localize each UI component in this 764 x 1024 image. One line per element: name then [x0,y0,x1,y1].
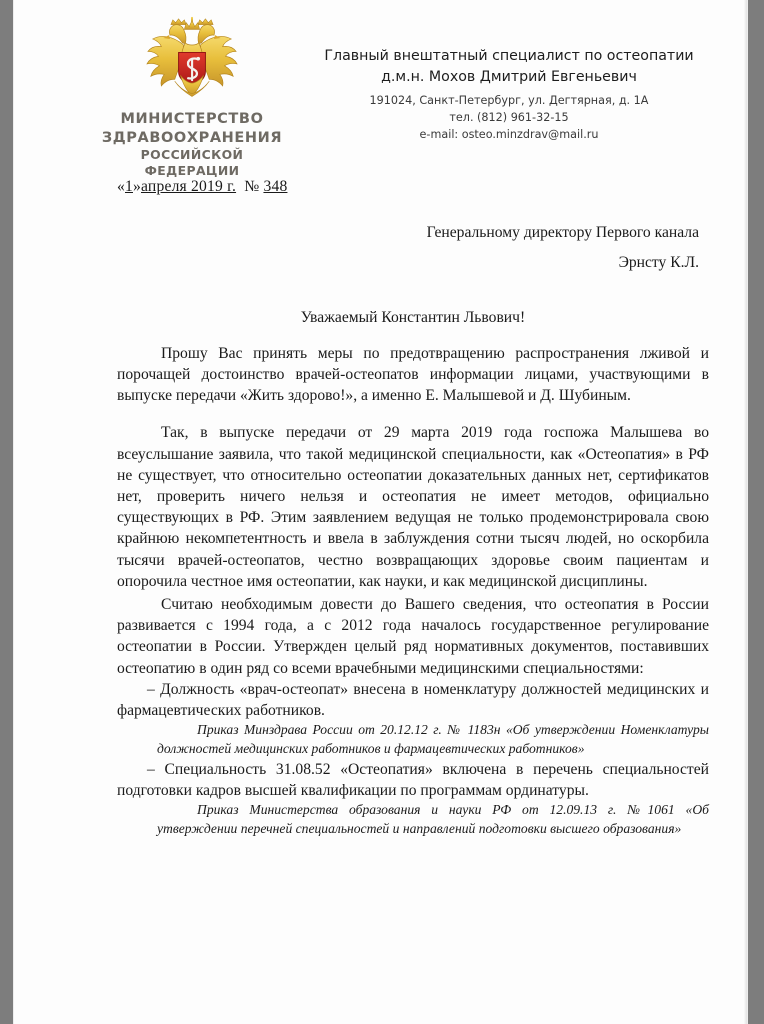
quote-close: » [133,178,141,195]
official-contact-block [299,46,719,144]
salutation: Уважаемый Константин Львович! [300,308,526,326]
addressee-line-2: Эрнсту К.Л. [618,254,699,272]
document-body [117,178,709,839]
ministry-name-line-2: ЗДРАВООХРАНЕНИЯ [101,129,283,146]
registration-number: 348 [263,178,288,195]
paragraph-request: Прошу Вас принять меры по предотвращению распространения лживой и порочащей достоинство врачей-остеопатов информации лицами, участвующими в выпуске передачи «Жить здорово!», а именно Е. Малышевой и Д. Шубиным. [117,344,709,405]
official-name: д.м.н. Мохов Дмитрий Евгеньевич [381,68,637,85]
paragraph-broadcast-claims: Так, в выпуске передачи от 29 марта 2019 года госпожа Малышева во всеуслышание заявила, что такой медицинской специальности, как «Остеопатия» в РФ не существует, что относительно остеопатии доказательных данных нет, сертификатов нет, проверить ничего нельзя и остеопатия не имеет методов, официально существующих в РФ. Этим заявлением ведущая не только продемонстрировала свою крайнюю некомпетентность и ввела в заблуждения сотни тысяч людей, но оскорбила тысячи врачей-остеопатов, честно возвращающих здоровье своим пациентам и опорочила честное имя остеопатии, как науки, и как медицинской дисциплины. [117,424,709,590]
official-role: Главный внештатный специалист по остеопатии [324,48,694,64]
ministry-identity-block [92,16,292,179]
ministry-name [92,110,292,179]
document-page [14,0,747,1024]
list-item-position: – Должность «врач-остеопат» внесена в номенклатуру должностей медицинских и фармацевтических работников. [117,680,709,720]
registration-number-label: № [244,178,260,195]
ministry-name-line-1: МИНИСТЕРСТВО [120,111,264,127]
russian-coat-of-arms-with-medical-rod-icon [144,16,240,108]
paragraph-regulation-history: Считаю необходимым довести до Вашего сведения, что остеопатия в России развивается с 1994 года, а с 2012 года началось государственное регулирование остеопатии в России. Утвержден целый ряд нормативных документов, поставивших остеопатию в один ряд со всеми врачебными медицинскими специальностями: [117,596,709,677]
contact-address: 191024, Санкт-Петербург, ул. Дегтярная, д. 1А [369,94,649,108]
addressee-line-1: Генеральному директору Первого канала [426,224,699,241]
list-item-specialty: – Специальность 31.08.52 «Остеопатия» включена в перечень специальностей подготовки кадров высшей квалификации по программам ординатуры. [117,760,709,799]
registration-day: 1 [125,178,133,195]
registration-line [117,178,709,196]
citation-health-ministry-order: Приказ Минздрава России от 20.12.12 г. № 1183н «Об утверждении Номенклатуры должностей медицинских работников и фармацевтических работников» [157,722,709,757]
letterhead [14,0,747,178]
quote-open: « [117,178,125,195]
addressee-block [117,218,709,279]
registration-month-year: апреля 2019 г. [141,178,237,195]
contact-phone: тел. (812) 961-32-15 [449,110,569,124]
contact-email: e-mail: osteo.minzdrav@mail.ru [419,127,599,141]
ministry-name-line-3: РОССИЙСКОЙ ФЕДЕРАЦИИ [140,147,244,178]
citation-education-ministry-order: Приказ Министерства образования и науки РФ от 12.09.13 г. №1061 «Об утверждении перечней специальностей и направлений подготовки высшего образования» [157,802,709,836]
